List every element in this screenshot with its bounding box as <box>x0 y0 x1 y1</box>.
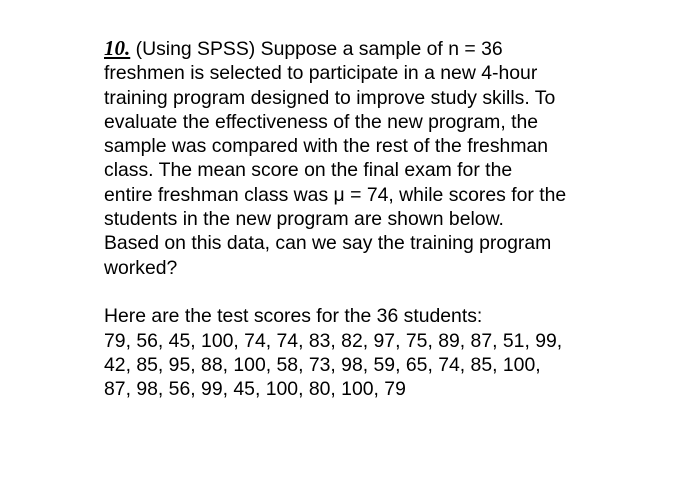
problem-intro <box>104 36 604 231</box>
scores-list: 79, 56, 45, 100, 74, 74, 83, 82, 97, 75, 89, 87, 51, 99, 42, 85, 95, 88, 100, 58, 73, 98, 59, 65, 74, 85, 100, 87, 98, 56, 99, 45, 100, 80, 100, 79 <box>104 329 563 401</box>
scores-heading: Here are the test scores for the 36 students: <box>104 305 483 328</box>
problem-number: 10. <box>104 36 131 60</box>
paragraph-spacer <box>104 280 604 304</box>
problem-question: Based on this data, can we say the training program worked? <box>104 232 552 279</box>
problem-intro-text: (Using SPSS) Suppose a sample of n = 36 freshmen is selected to participate in a new 4-hour training program designed to improve study skills. To evaluate the effectiveness of the new program, the sample was compared with the rest of the freshman class. The mean score on the final exam for the entire freshman class was μ = 74, while scores for the students in the new program are shown below. <box>104 38 567 231</box>
problem-text-block <box>104 36 604 401</box>
